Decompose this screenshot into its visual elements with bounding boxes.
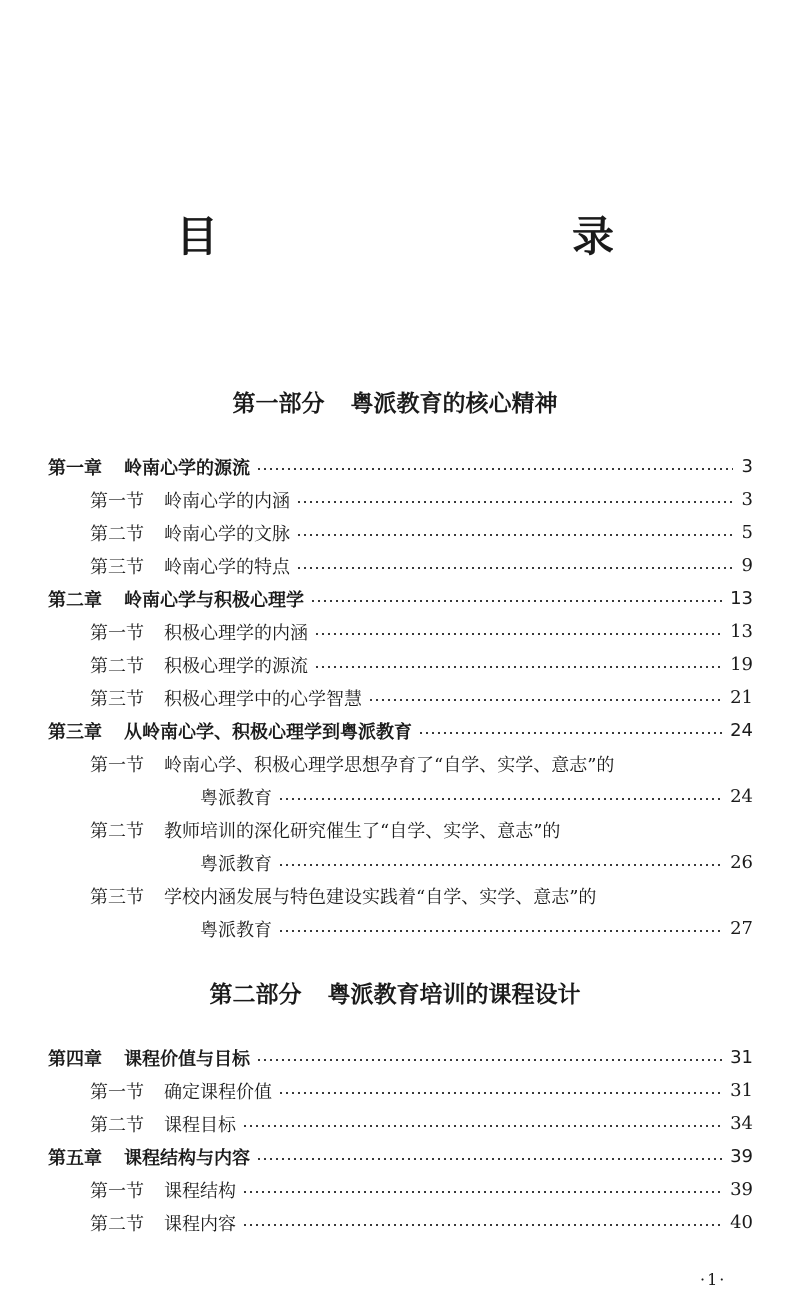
section-label: 第三节 (90, 886, 144, 908)
section-title: 课程结构 (164, 1180, 236, 1202)
leader-dots (296, 501, 733, 503)
page-ref: 27 (730, 918, 753, 939)
leader-dots (418, 732, 724, 734)
toc-entry-section[interactable] (48, 648, 753, 681)
toc-entry-chapter[interactable] (48, 714, 753, 747)
page-ref: 3 (741, 456, 753, 477)
chapter-label: 第一章 (48, 457, 102, 479)
page-title: 目 录 (175, 212, 704, 261)
toc-entry-section[interactable] (48, 813, 753, 846)
leader-dots (256, 468, 733, 470)
toc-entry-section[interactable] (48, 1107, 753, 1140)
section-title: 岭南心学的特点 (164, 556, 290, 578)
section-label: 第一节 (90, 1180, 144, 1202)
section-title-continuation: 粤派教育 (200, 919, 272, 941)
leader-dots (256, 1158, 724, 1160)
section-title-continuation: 粤派教育 (200, 853, 272, 875)
leader-dots (278, 798, 724, 800)
section-title: 教师培训的深化研究催生了“自学、实学、意志”的 (164, 820, 561, 842)
chapter-label: 第四章 (48, 1048, 102, 1070)
leader-dots (296, 534, 733, 536)
page-ref: 31 (730, 1080, 753, 1101)
section-label: 第二节 (90, 1114, 144, 1136)
section-title: 积极心理学的源流 (164, 655, 308, 677)
section-label: 第二节 (90, 655, 144, 677)
page-ref: 34 (730, 1113, 753, 1134)
toc-entry-section[interactable] (48, 879, 753, 912)
page-ref: 3 (741, 489, 753, 510)
leader-dots (296, 567, 733, 569)
toc-entry-chapter[interactable] (48, 450, 753, 483)
section-label: 第二节 (90, 1213, 144, 1235)
toc-entry-chapter[interactable] (48, 582, 753, 615)
part-heading-1 (0, 389, 790, 419)
section-label: 第一节 (90, 622, 144, 644)
leader-dots (310, 600, 724, 602)
section-title-continuation: 粤派教育 (200, 787, 272, 809)
chapter-title: 岭南心学与积极心理学 (124, 589, 304, 611)
toc-entry-section[interactable] (48, 1206, 753, 1239)
part-title: 粤派教育的核心精神 (350, 391, 558, 417)
leader-dots (278, 1092, 724, 1094)
leader-dots (242, 1125, 724, 1127)
toc-entry-section[interactable] (48, 1074, 753, 1107)
section-title: 课程内容 (164, 1213, 236, 1235)
chapter-label: 第五章 (48, 1147, 102, 1169)
toc-entry-section[interactable] (48, 516, 753, 549)
section-label: 第一节 (90, 1081, 144, 1103)
section-title: 岭南心学的内涵 (164, 490, 290, 512)
toc-entry-section[interactable] (48, 615, 753, 648)
page-ref: 13 (730, 621, 753, 642)
section-label: 第二节 (90, 523, 144, 545)
section-title: 学校内涵发展与特色建设实践着“自学、实学、意志”的 (164, 886, 597, 908)
leader-dots (278, 930, 724, 932)
toc-entry-continuation[interactable] (48, 846, 753, 879)
toc-entry-continuation[interactable] (48, 780, 753, 813)
section-label: 第三节 (90, 556, 144, 578)
page-ref: 21 (730, 687, 753, 708)
page-ref: 5 (741, 522, 753, 543)
leader-dots (256, 1059, 724, 1061)
section-title: 积极心理学的内涵 (164, 622, 308, 644)
part-label: 第二部分 (209, 982, 302, 1008)
page-number: ·1· (700, 1270, 727, 1289)
page-ref: 24 (730, 720, 753, 741)
page-ref: 39 (730, 1179, 753, 1200)
section-title: 课程目标 (164, 1114, 236, 1136)
page-ref: 40 (730, 1212, 753, 1233)
chapter-label: 第三章 (48, 721, 102, 743)
section-title: 确定课程价值 (164, 1081, 272, 1103)
toc-entry-chapter[interactable] (48, 1041, 753, 1074)
toc-entry-section[interactable] (48, 549, 753, 582)
chapter-title: 课程价值与目标 (124, 1048, 250, 1070)
page-ref: 9 (741, 555, 753, 576)
part-heading-2 (0, 980, 790, 1010)
leader-dots (278, 864, 724, 866)
leader-dots (314, 633, 724, 635)
leader-dots (368, 699, 724, 701)
toc-entry-section[interactable] (48, 747, 753, 780)
page-ref: 24 (730, 786, 753, 807)
page-ref: 13 (730, 588, 753, 609)
section-label: 第二节 (90, 820, 144, 842)
toc-entry-chapter[interactable] (48, 1140, 753, 1173)
page-ref: 26 (730, 852, 753, 873)
leader-dots (242, 1191, 724, 1193)
section-title: 岭南心学的文脉 (164, 523, 290, 545)
section-label: 第三节 (90, 688, 144, 710)
section-title: 积极心理学中的心学智慧 (164, 688, 362, 710)
chapter-label: 第二章 (48, 589, 102, 611)
page-ref: 39 (730, 1146, 753, 1167)
part-title: 粤派教育培训的课程设计 (327, 982, 581, 1008)
toc-entry-section[interactable] (48, 1173, 753, 1206)
toc-entry-continuation[interactable] (48, 912, 753, 945)
toc-entry-section[interactable] (48, 483, 753, 516)
chapter-title: 岭南心学的源流 (124, 457, 250, 479)
leader-dots (242, 1224, 724, 1226)
page-ref: 31 (730, 1047, 753, 1068)
section-label: 第一节 (90, 754, 144, 776)
part-label: 第一部分 (232, 391, 325, 417)
section-label: 第一节 (90, 490, 144, 512)
chapter-title: 从岭南心学、积极心理学到粤派教育 (124, 721, 412, 743)
section-title: 岭南心学、积极心理学思想孕育了“自学、实学、意志”的 (164, 754, 615, 776)
toc-entry-section[interactable] (48, 681, 753, 714)
chapter-title: 课程结构与内容 (124, 1147, 250, 1169)
leader-dots (314, 666, 724, 668)
page-ref: 19 (730, 654, 753, 675)
